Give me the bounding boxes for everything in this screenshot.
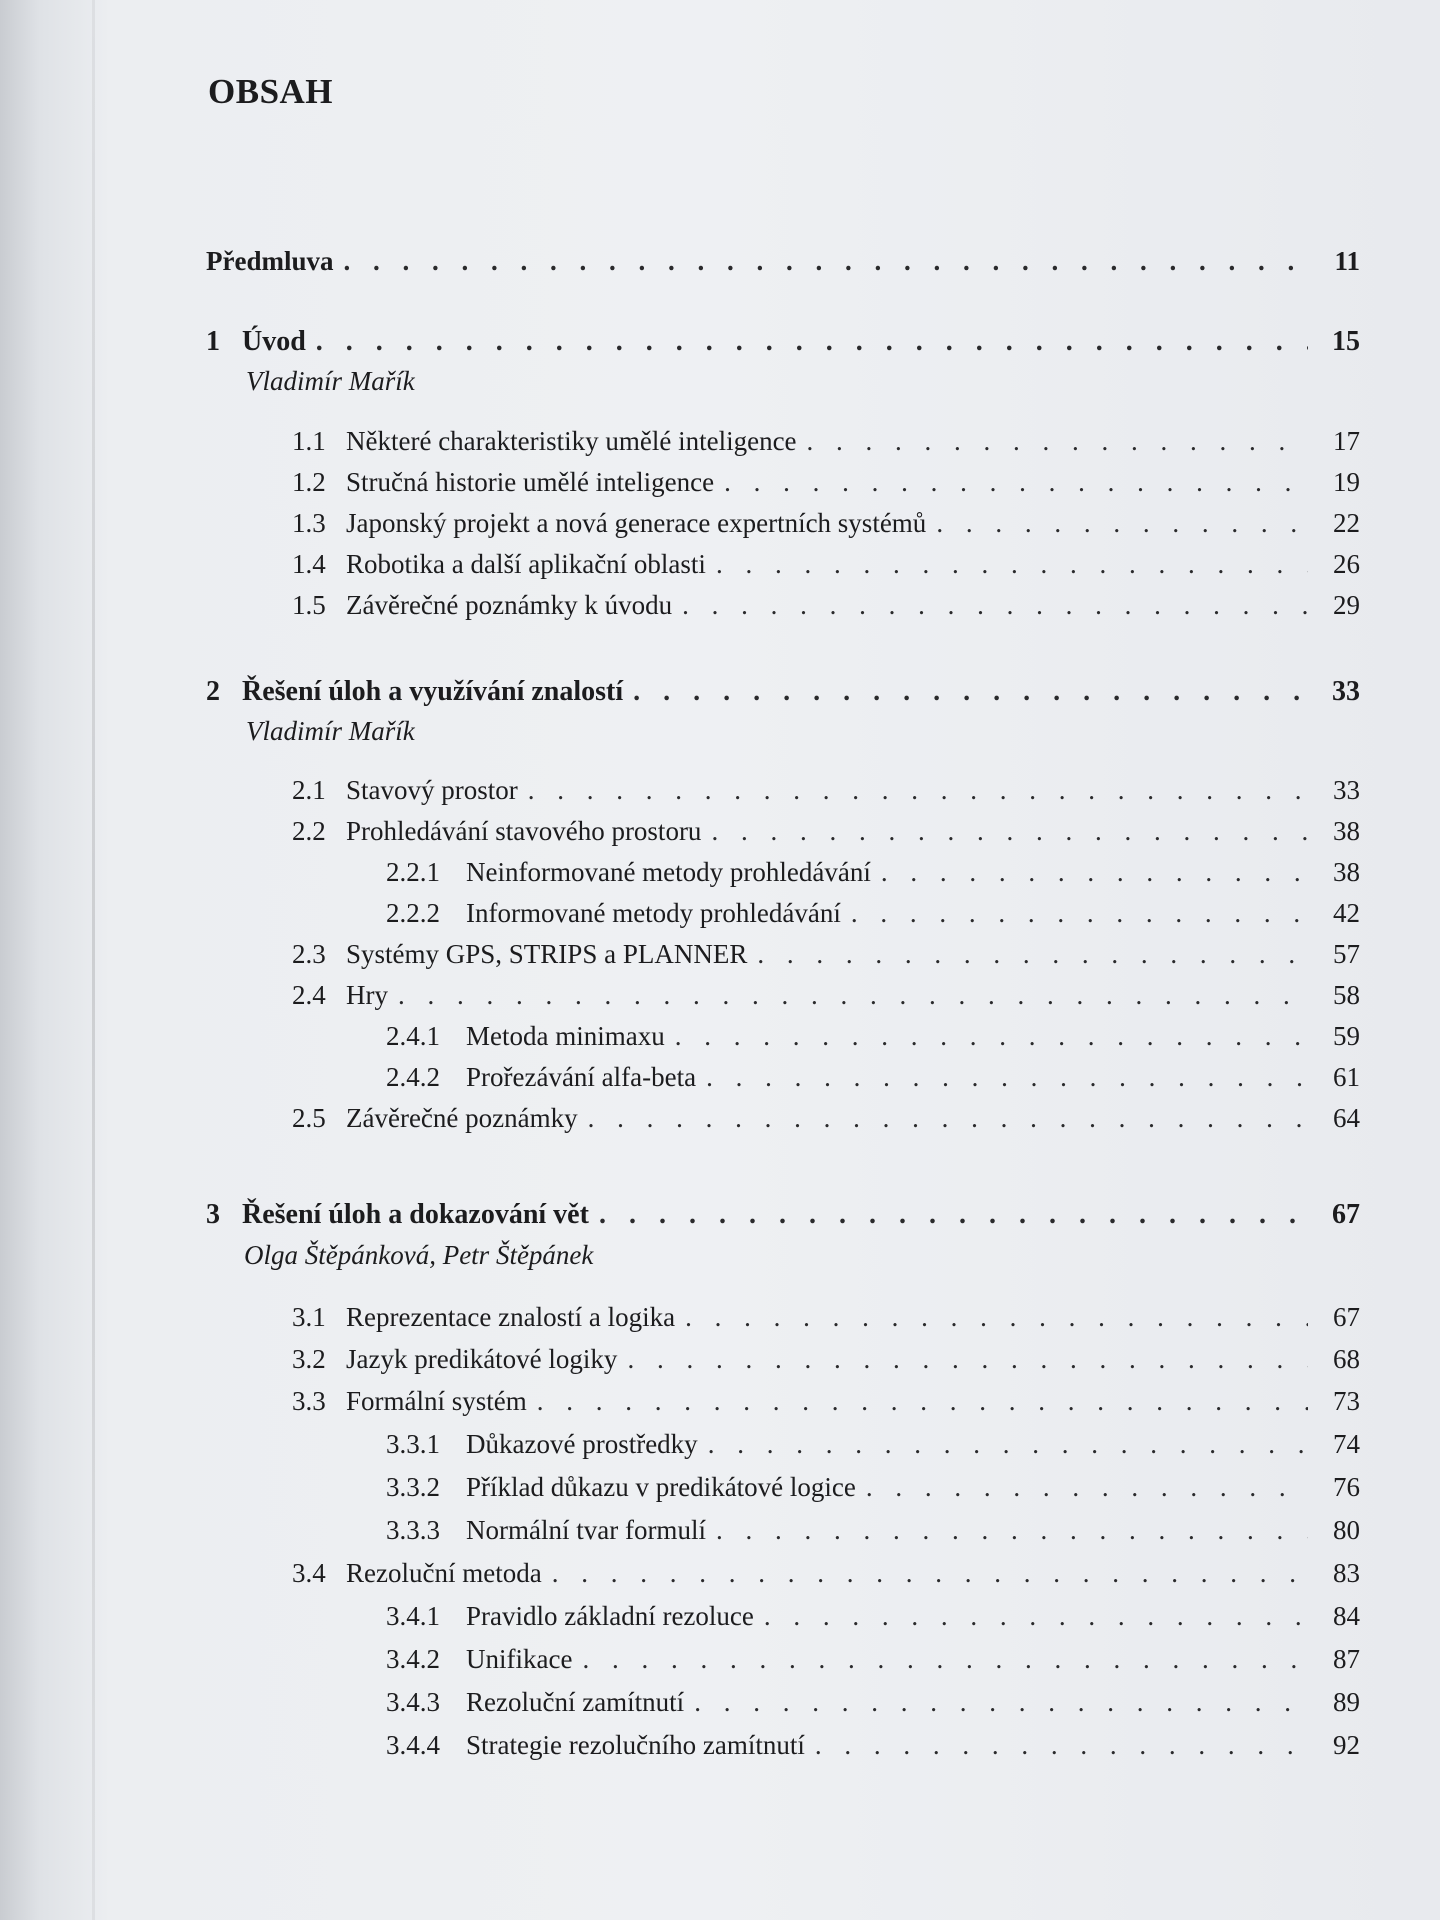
toc-page-number: 80 [1333, 1515, 1360, 1545]
toc-page-number: 76 [1333, 1472, 1360, 1502]
toc-section [292, 508, 1360, 548]
section-title: Japonský projekt a nová generace expertních systémů [346, 508, 927, 538]
section-number: 2.4.2 [386, 1062, 440, 1092]
leader-dots [711, 816, 1308, 847]
toc-chapter-2 [206, 676, 1360, 716]
section-number: 3.4.3 [386, 1687, 440, 1717]
toc-page-number: 22 [1333, 508, 1360, 538]
leader-dots [708, 1429, 1308, 1460]
section-number: 2.2 [292, 816, 326, 846]
section-title: Pravidlo základní rezoluce [466, 1601, 754, 1631]
leader-dots [881, 857, 1308, 888]
toc-section [292, 467, 1360, 507]
section-number: 2.4.1 [386, 1021, 440, 1051]
toc-subsection [386, 1644, 1360, 1684]
chapter-title: Řešení úloh a využívání znalostí [242, 676, 624, 707]
toc-section [292, 590, 1360, 630]
section-title: Robotika a další aplikační oblasti [346, 549, 706, 579]
section-number: 3.1 [292, 1302, 326, 1332]
section-title: Reprezentace znalostí a logika [346, 1302, 676, 1332]
toc-page-number: 84 [1333, 1601, 1360, 1631]
toc-subsection [386, 1730, 1360, 1770]
leader-dots [633, 676, 1308, 708]
section-title: Prohledávání stavového prostoru [346, 816, 702, 846]
leader-dots [807, 426, 1308, 457]
toc-section [292, 426, 1360, 466]
section-title: Strategie rezolučního zamítnutí [466, 1730, 805, 1760]
leader-dots [851, 898, 1308, 929]
toc-page-number: 26 [1333, 549, 1360, 579]
leader-dots [344, 246, 1309, 277]
toc-subsection [386, 1601, 1360, 1641]
toc-page-number: 64 [1333, 1103, 1360, 1133]
toc-section [292, 1344, 1360, 1384]
toc-page-number: 83 [1333, 1558, 1360, 1588]
toc-page-number: 19 [1333, 467, 1360, 497]
section-number: 2.4 [292, 980, 326, 1010]
toc-page-number: 67 [1332, 1199, 1360, 1230]
toc-chapter-3 [206, 1199, 1360, 1239]
section-number: 3.4 [292, 1558, 326, 1588]
section-number: 3.3 [292, 1386, 326, 1416]
toc-section [292, 775, 1360, 815]
section-number: 2.2.2 [386, 898, 440, 928]
leader-dots [716, 549, 1308, 580]
toc-subsection [386, 857, 1360, 897]
toc-entry-label: Předmluva [206, 246, 334, 276]
section-number: 2.1 [292, 775, 326, 805]
chapter-author: Olga Štěpánková, Petr Štěpánek [244, 1240, 594, 1270]
section-number: 1.2 [292, 467, 326, 497]
toc-page-number: 73 [1333, 1386, 1360, 1416]
leader-dots [582, 1644, 1308, 1675]
section-title: Některé charakteristiky umělé inteligence [346, 426, 797, 456]
section-number: 1.5 [292, 590, 326, 620]
section-title: Systémy GPS, STRIPS a PLANNER [346, 939, 748, 969]
toc-section [292, 980, 1360, 1020]
toc-subsection [386, 1062, 1360, 1102]
toc-entry-foreword [206, 246, 1360, 286]
section-title: Jazyk predikátové logiky [346, 1344, 618, 1374]
section-title: Informované metody prohledávání [466, 898, 841, 928]
toc-subsection [386, 898, 1360, 938]
section-number: 2.3 [292, 939, 326, 969]
leader-dots [588, 1103, 1308, 1134]
toc-page-number: 33 [1333, 775, 1360, 805]
toc-page-number: 11 [1334, 246, 1360, 276]
leader-dots [866, 1472, 1308, 1503]
toc-page-number: 17 [1333, 426, 1360, 456]
section-title: Příklad důkazu v predikátové logice [466, 1472, 856, 1502]
leader-dots [537, 1386, 1308, 1417]
section-title: Stavový prostor [346, 775, 518, 805]
toc-page-number: 57 [1333, 939, 1360, 969]
leader-dots [528, 775, 1308, 806]
toc-page-number: 92 [1333, 1730, 1360, 1760]
chapter-title: Úvod [242, 326, 306, 357]
toc-page-number: 38 [1333, 857, 1360, 887]
chapter-number: 2 [206, 676, 220, 707]
chapter-author: Vladimír Mařík [246, 716, 415, 746]
section-title: Hry [346, 980, 388, 1010]
section-number: 3.3.3 [386, 1515, 440, 1545]
leader-dots [552, 1558, 1308, 1589]
toc-subsection [386, 1687, 1360, 1727]
toc-page-number: 61 [1333, 1062, 1360, 1092]
leader-dots [706, 1062, 1308, 1093]
toc-page-number: 58 [1333, 980, 1360, 1010]
leader-dots [694, 1687, 1308, 1718]
toc-section [292, 1558, 1360, 1598]
toc-section [292, 1103, 1360, 1143]
toc-chapter-1 [206, 326, 1360, 366]
section-title: Normální tvar formulí [466, 1515, 706, 1545]
toc-page-number: 29 [1333, 590, 1360, 620]
toc-section [292, 1302, 1360, 1342]
section-number: 3.4.2 [386, 1644, 440, 1674]
section-number: 3.4.4 [386, 1730, 440, 1760]
section-title: Závěrečné poznámky k úvodu [346, 590, 673, 620]
leader-dots [682, 590, 1308, 621]
section-title: Závěrečné poznámky [346, 1103, 578, 1133]
chapter-title: Řešení úloh a dokazování vět [242, 1199, 589, 1230]
leader-dots [716, 1515, 1308, 1546]
toc-page-number: 38 [1333, 816, 1360, 846]
toc-section [292, 1386, 1360, 1426]
leader-dots [627, 1344, 1308, 1375]
toc-page-number: 74 [1333, 1429, 1360, 1459]
chapter-number: 1 [206, 326, 220, 357]
toc-page-number: 33 [1332, 676, 1360, 707]
section-title: Metoda minimaxu [466, 1021, 665, 1051]
toc-page-number: 67 [1333, 1302, 1360, 1332]
toc-page-number: 42 [1333, 898, 1360, 928]
section-number: 2.2.1 [386, 857, 440, 887]
section-number: 3.3.2 [386, 1472, 440, 1502]
chapter-number: 3 [206, 1199, 220, 1230]
toc-section [292, 816, 1360, 856]
toc-title: OBSAH [208, 72, 334, 111]
leader-dots [685, 1302, 1308, 1333]
leader-dots [398, 980, 1308, 1011]
leader-dots [599, 1199, 1308, 1231]
section-number: 3.2 [292, 1344, 326, 1374]
toc-page-number: 68 [1333, 1344, 1360, 1374]
section-number: 1.1 [292, 426, 326, 456]
toc-page-number: 59 [1333, 1021, 1360, 1051]
toc-page-number: 89 [1333, 1687, 1360, 1717]
toc-page-number: 15 [1332, 326, 1360, 357]
leader-dots [764, 1601, 1308, 1632]
leader-dots [757, 939, 1308, 970]
section-title: Důkazové prostředky [466, 1429, 698, 1459]
leader-dots [815, 1730, 1308, 1761]
section-title: Unifikace [466, 1644, 573, 1674]
leader-dots [936, 508, 1308, 539]
toc-section [292, 549, 1360, 589]
toc-section [292, 939, 1360, 979]
leader-dots [724, 467, 1308, 498]
section-title: Rezoluční metoda [346, 1558, 542, 1588]
section-title: Prořezávání alfa-beta [466, 1062, 697, 1092]
toc-page-number: 87 [1333, 1644, 1360, 1674]
toc-subsection [386, 1515, 1360, 1555]
chapter-author: Vladimír Mařík [246, 366, 415, 396]
toc-subsection [386, 1429, 1360, 1469]
section-title: Neinformované metody prohledávání [466, 857, 871, 887]
toc-subsection [386, 1472, 1360, 1512]
section-number: 1.4 [292, 549, 326, 579]
section-title: Stručná historie umělé inteligence [346, 467, 715, 497]
section-number: 2.5 [292, 1103, 326, 1133]
leader-dots [316, 326, 1308, 358]
section-number: 3.3.1 [386, 1429, 440, 1459]
section-number: 3.4.1 [386, 1601, 440, 1631]
toc-subsection [386, 1021, 1360, 1061]
section-title: Rezoluční zamítnutí [466, 1687, 685, 1717]
leader-dots [675, 1021, 1308, 1052]
section-title: Formální systém [346, 1386, 527, 1416]
section-number: 1.3 [292, 508, 326, 538]
